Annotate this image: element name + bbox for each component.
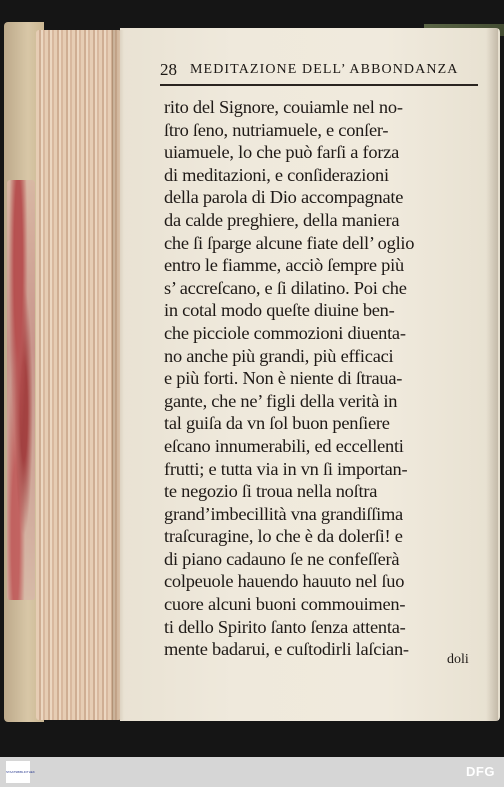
page-edges	[36, 30, 122, 720]
text-line: che ſi ſparge alcune fiate dell’ oglio	[164, 232, 415, 253]
page-header	[160, 60, 480, 80]
text-line: no anche più grandi, più efficaci	[164, 345, 394, 366]
text-line: frutti; e tutta via in vn ſi importan-	[164, 458, 408, 479]
text-line: e più forti. Non è niente di ſtraua-	[164, 368, 403, 389]
viewer-footer	[0, 757, 504, 787]
running-title: MEDITAZIONE DELL’ ABBONDANZA	[190, 62, 459, 77]
marbled-paper	[7, 180, 35, 600]
text-line: uiamuele, lo che può farſi a forza	[164, 142, 400, 163]
text-line: cuore alcuni buoni commouimen-	[164, 594, 406, 615]
text-line: in cotal modo queſte diuine ben-	[164, 300, 395, 321]
catchword: doli	[447, 652, 469, 667]
text-line: eſcano innumerabili, ed eccellenti	[164, 435, 404, 456]
page-text	[164, 96, 484, 661]
page-edge-shadow	[486, 28, 498, 721]
dfg-logo: DFG	[466, 764, 495, 779]
text-line: che picciole commozioni diuenta-	[164, 322, 406, 343]
text-line: ſtro ſeno, nutriamuele, e conſer-	[164, 119, 389, 140]
text-line: rito del Signore, couiamle nel no-	[164, 97, 403, 117]
text-line: colpeuole hauendo hauuto nel ſuo	[164, 571, 405, 592]
text-line: di meditazioni, e conſiderazioni	[164, 164, 389, 185]
text-line: della parola di Dio accompagnate	[164, 187, 404, 208]
text-line: entro le fiamme, acciò ſempre più	[164, 255, 404, 276]
header-rule	[160, 84, 478, 86]
text-line: mente badarui, e cuſtodirli laſcian-	[164, 639, 409, 660]
text-line: grand’imbecillità vna grandiſſima	[164, 503, 403, 524]
page-number: 28	[160, 60, 177, 79]
text-line: gante, che ne’ figli della verità in	[164, 390, 398, 411]
text-line: te negozio ſi troua nella noſtra	[164, 481, 378, 502]
text-line: ti dello Spirito ſanto ſenza attenta-	[164, 616, 406, 637]
page-gutter-shadow	[112, 30, 124, 720]
text-line: tal guiſa da vn ſol buon penſiere	[164, 413, 390, 434]
text-line: di piano cadauno ſe ne confeſſerà	[164, 548, 400, 569]
text-line: traſcuragine, lo che è da dolerſi! e	[164, 526, 403, 547]
text-line: da calde preghiere, della maniera	[164, 209, 400, 230]
library-logo-text: STAATSBIBLIOTHEK	[6, 770, 35, 774]
text-line: s’ accreſcano, e ſi dilatino. Poi che	[164, 277, 407, 298]
library-logo	[6, 761, 35, 783]
